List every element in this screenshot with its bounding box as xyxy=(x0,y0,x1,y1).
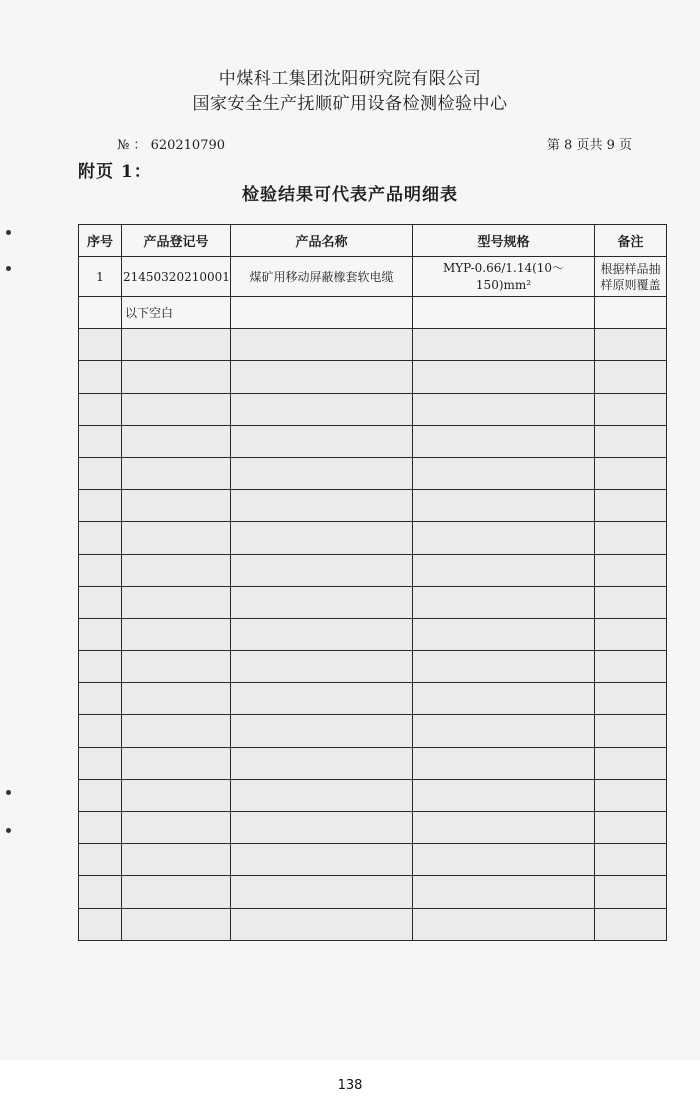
cell-empty xyxy=(79,618,122,650)
empty-table-row xyxy=(79,779,667,811)
cell-empty xyxy=(79,715,122,747)
cell-empty xyxy=(231,554,413,586)
cell-empty xyxy=(79,876,122,908)
cell-empty xyxy=(595,425,667,457)
cell-empty xyxy=(595,844,667,876)
cell-empty xyxy=(413,490,595,522)
page-number: 138 xyxy=(337,1078,363,1093)
cell-empty xyxy=(122,618,231,650)
cell-empty xyxy=(79,329,122,361)
cell-empty xyxy=(79,457,122,489)
cell-empty xyxy=(231,297,413,329)
testing-center-name: 国家安全生产抚顺矿用设备检测检验中心 xyxy=(192,94,508,114)
cell-empty xyxy=(122,812,231,844)
empty-table-row xyxy=(79,683,667,715)
cell-empty xyxy=(79,425,122,457)
cell-empty xyxy=(231,490,413,522)
cell-empty xyxy=(79,844,122,876)
cell-empty xyxy=(231,329,413,361)
cell-empty xyxy=(595,393,667,425)
model-line-2: 150)mm² xyxy=(475,277,532,292)
cell-empty xyxy=(79,779,122,811)
cell-empty xyxy=(413,361,595,393)
cell-product-name: 煤矿用移动屏蔽橡套软电缆 xyxy=(231,257,413,297)
column-header-note: 备注 xyxy=(595,225,667,257)
page-info: 第 8 页共 9 页 xyxy=(546,138,632,153)
binding-mark xyxy=(6,790,11,795)
cell-empty xyxy=(595,329,667,361)
cell-empty xyxy=(231,844,413,876)
document-number-value: 620210790 xyxy=(150,138,226,153)
cell-empty xyxy=(122,586,231,618)
cell-empty xyxy=(79,554,122,586)
cell-empty xyxy=(231,683,413,715)
cell-empty xyxy=(122,779,231,811)
cell-seq: 1 xyxy=(79,257,122,297)
cell-empty xyxy=(413,876,595,908)
blank-note: 以下空白 xyxy=(122,297,231,329)
cell-empty xyxy=(79,490,122,522)
cell-empty xyxy=(122,876,231,908)
cell-empty xyxy=(595,715,667,747)
cell-empty xyxy=(595,554,667,586)
cell-empty xyxy=(413,554,595,586)
document-number xyxy=(117,134,225,153)
cell-empty xyxy=(231,522,413,554)
cell-empty xyxy=(122,747,231,779)
cell-empty xyxy=(413,844,595,876)
cell-empty xyxy=(231,586,413,618)
cell-empty xyxy=(595,457,667,489)
cell-empty xyxy=(231,812,413,844)
cell-empty xyxy=(595,651,667,683)
cell-empty xyxy=(595,490,667,522)
cell-empty xyxy=(413,393,595,425)
cell-empty xyxy=(413,297,595,329)
empty-table-row xyxy=(79,908,667,940)
cell-empty xyxy=(413,457,595,489)
cell-empty xyxy=(79,361,122,393)
empty-table-row xyxy=(79,522,667,554)
cell-empty xyxy=(595,586,667,618)
cell-empty xyxy=(231,876,413,908)
cell-empty xyxy=(413,683,595,715)
empty-table-row xyxy=(79,715,667,747)
cell-empty xyxy=(122,361,231,393)
cell-empty xyxy=(79,522,122,554)
column-header-model: 型号规格 xyxy=(413,225,595,257)
cell-empty xyxy=(122,425,231,457)
empty-table-row xyxy=(79,812,667,844)
cell-empty xyxy=(595,297,667,329)
empty-table-row xyxy=(79,586,667,618)
cell-empty xyxy=(79,651,122,683)
cell-empty xyxy=(413,779,595,811)
empty-table-row xyxy=(79,457,667,489)
column-header-name: 产品名称 xyxy=(231,225,413,257)
cell-empty xyxy=(413,586,595,618)
binding-mark xyxy=(6,230,11,235)
cell-empty xyxy=(595,522,667,554)
cell-empty xyxy=(79,297,122,329)
column-header-seq: 序号 xyxy=(79,225,122,257)
cell-reg-no: 21450320210001 xyxy=(122,257,231,297)
cell-empty xyxy=(231,779,413,811)
empty-table-row xyxy=(79,329,667,361)
note-line-1: 根据样品抽 xyxy=(600,261,661,276)
cell-empty xyxy=(122,844,231,876)
cell-empty xyxy=(595,361,667,393)
appendix-label: 附页 1： xyxy=(78,162,152,182)
cell-empty xyxy=(595,683,667,715)
cell-empty xyxy=(122,329,231,361)
cell-empty xyxy=(595,747,667,779)
product-detail-table xyxy=(78,224,667,941)
cell-empty xyxy=(413,651,595,683)
cell-empty xyxy=(413,908,595,940)
empty-table-row xyxy=(79,618,667,650)
cell-empty xyxy=(231,425,413,457)
empty-table-row xyxy=(79,554,667,586)
cell-empty xyxy=(122,457,231,489)
table-row xyxy=(79,297,667,329)
cell-empty xyxy=(231,715,413,747)
empty-rows xyxy=(79,329,667,941)
empty-table-row xyxy=(79,361,667,393)
cell-note xyxy=(595,257,667,297)
cell-empty xyxy=(122,522,231,554)
cell-empty xyxy=(79,908,122,940)
cell-empty xyxy=(122,715,231,747)
cell-empty xyxy=(595,618,667,650)
cell-empty xyxy=(231,457,413,489)
cell-empty xyxy=(413,425,595,457)
binding-mark xyxy=(6,828,11,833)
cell-empty xyxy=(79,586,122,618)
cell-empty xyxy=(595,812,667,844)
cell-empty xyxy=(595,779,667,811)
cell-empty xyxy=(595,908,667,940)
cell-empty xyxy=(413,329,595,361)
cell-empty xyxy=(413,522,595,554)
cell-empty xyxy=(79,683,122,715)
cell-empty xyxy=(122,651,231,683)
column-header-reg-no: 产品登记号 xyxy=(122,225,231,257)
cell-empty xyxy=(413,812,595,844)
cell-empty xyxy=(231,908,413,940)
table-row xyxy=(79,257,667,297)
cell-empty xyxy=(122,554,231,586)
empty-table-row xyxy=(79,490,667,522)
cell-empty xyxy=(122,393,231,425)
organization-name: 中煤科工集团沈阳研究院有限公司 xyxy=(218,69,482,89)
empty-table-row xyxy=(79,651,667,683)
empty-table-row xyxy=(79,425,667,457)
cell-empty xyxy=(231,361,413,393)
model-line-1: MYP-0.66/1.14(10～ xyxy=(442,260,565,275)
cell-empty xyxy=(413,618,595,650)
cell-empty xyxy=(231,618,413,650)
cell-model xyxy=(413,257,595,297)
empty-table-row xyxy=(79,747,667,779)
cell-empty xyxy=(413,715,595,747)
empty-table-row xyxy=(79,393,667,425)
empty-table-row xyxy=(79,844,667,876)
cell-empty xyxy=(79,812,122,844)
table-header-row xyxy=(79,225,667,257)
cell-empty xyxy=(79,747,122,779)
cell-empty xyxy=(79,393,122,425)
cell-empty xyxy=(413,747,595,779)
table-title: 检验结果可代表产品明细表 xyxy=(242,185,458,205)
cell-empty xyxy=(122,490,231,522)
cell-empty xyxy=(122,683,231,715)
empty-table-row xyxy=(79,876,667,908)
document-number-label: № ： xyxy=(117,138,147,153)
binding-mark xyxy=(6,266,11,271)
cell-empty xyxy=(595,876,667,908)
cell-empty xyxy=(231,747,413,779)
cell-empty xyxy=(231,651,413,683)
cell-empty xyxy=(231,393,413,425)
note-line-2: 样原则覆盖 xyxy=(600,277,661,292)
cell-empty xyxy=(122,908,231,940)
